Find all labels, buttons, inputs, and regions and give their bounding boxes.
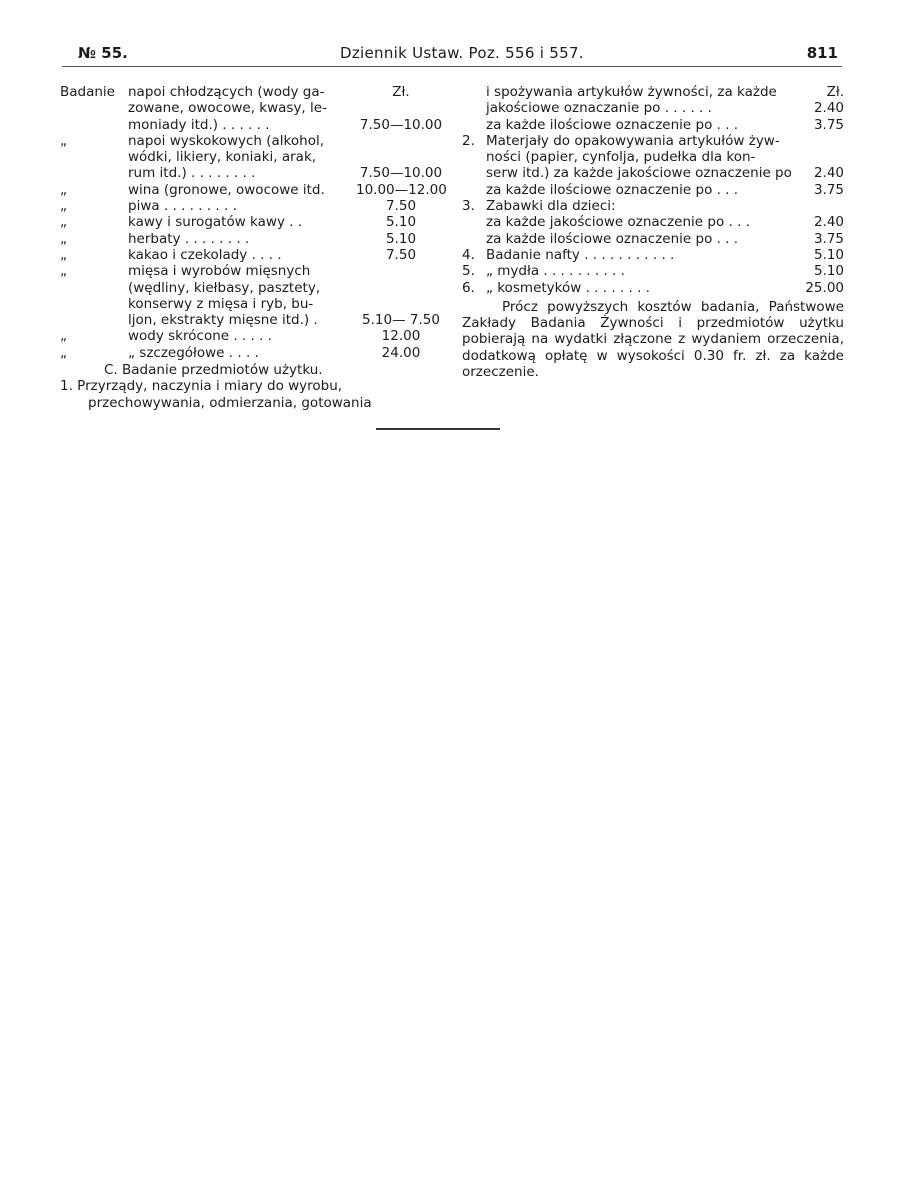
- fee-value: 5.10: [813, 263, 844, 280]
- fee-row: „ napoi wyskokowych (alkohol,: [60, 132, 325, 149]
- fee-row: 4. Badanie nafty . . . . . . . . . . . 5.10: [462, 246, 844, 263]
- item-number: 5.: [462, 263, 475, 280]
- fee-value: 2.40: [813, 214, 844, 231]
- fee-row: 3. Zabawki dla dzieci:: [462, 198, 616, 215]
- fee-value: 3.75: [813, 181, 844, 198]
- fee-row: (wędliny, kiełbasy, pasztety,: [128, 279, 321, 296]
- header-rule: [62, 66, 842, 67]
- left-column: [60, 84, 446, 411]
- fee-row: „ herbaty . . . . . . . . 5.10: [60, 231, 446, 247]
- ditto-mark: „: [60, 181, 67, 198]
- fee-row: za każde ilościowe oznaczenie po . . . 3.75: [486, 116, 844, 133]
- ditto-mark: „: [60, 214, 67, 231]
- fee-value: 5.10: [813, 246, 844, 263]
- fee-row: serw itd.) za każde jakościowe oznaczenie po 2.40: [486, 165, 844, 182]
- fee-value: 2.40: [813, 100, 844, 117]
- item-number: 6.: [462, 279, 475, 296]
- fee-row: konserwy z mięsa i ryb, bu-: [128, 295, 314, 312]
- fee-row: zowane, owocowe, kwasy, le-: [128, 100, 327, 117]
- page-number: 811: [806, 44, 838, 62]
- item-1-line: 1. Przyrządy, naczynia i miary do wyrobu,: [60, 378, 343, 395]
- fee-value: 7.50: [385, 246, 417, 263]
- fee-row: 6. „ kosmetyków . . . . . . . . 25.00: [462, 279, 844, 296]
- page-header: [62, 44, 838, 64]
- fee-value: 5.10— 7.50: [362, 312, 440, 329]
- ditto-mark: „: [60, 328, 67, 345]
- fee-row: rum itd.) . . . . . . . . 7.50—10.00: [60, 165, 446, 181]
- ditto-mark: „: [60, 230, 67, 247]
- fee-row: „ wina (gronowe, owocowe itd. 10.00—12.00: [60, 181, 447, 198]
- fee-value: 3.75: [813, 230, 844, 247]
- fee-value: 12.00: [381, 328, 421, 345]
- fee-value: 7.50—10.00: [359, 165, 443, 182]
- end-rule: [376, 428, 500, 430]
- fee-value: 24.00: [381, 344, 421, 361]
- fee-value: 10.00—12.00: [356, 181, 447, 198]
- ditto-mark: „: [60, 132, 67, 149]
- currency-label: Zł.: [826, 84, 844, 100]
- fee-row: 2. Materjały do opakowywania artykułów żyw-: [462, 132, 780, 149]
- fee-row: za każde ilościowe oznaczenie po . . . 3.75: [486, 230, 844, 247]
- fee-row: moniady itd.) . . . . . . 7.50—10.00: [60, 117, 446, 133]
- fee-value: 5.10: [385, 214, 417, 231]
- fee-value: 2.40: [813, 165, 844, 182]
- fee-row: ljon, ekstrakty mięsne itd.) . 5.10— 7.50: [60, 312, 446, 328]
- journal-title: Dziennik Ustaw. Poz. 556 i 557.: [340, 44, 584, 62]
- fee-row: za każde ilościowe oznaczenie po . . . 3.75: [486, 181, 844, 198]
- item-number: 3.: [462, 198, 475, 215]
- fee-row: wódki, likiery, koniaki, arak,: [128, 149, 317, 166]
- fee-row: „ mięsa i wyrobów mięsnych: [60, 263, 311, 280]
- fee-row: i spożywania artykułów żywności, za każde Zł.: [486, 84, 844, 100]
- fee-row: „ kawy i surogatów kawy . . 5.10: [60, 214, 446, 230]
- currency-label: Zł.: [392, 84, 410, 100]
- item-1-line: przechowywania, odmierzania, gotowania: [88, 394, 372, 411]
- ditto-mark: „: [60, 263, 67, 280]
- fee-value: 7.50—10.00: [359, 116, 443, 133]
- issue-number: № 55.: [78, 44, 128, 62]
- fee-value: 25.00: [805, 279, 844, 296]
- fee-row: „ „ szczegółowe . . . . 24.00: [60, 345, 446, 361]
- fee-row: „ kakao i czekolady . . . . 7.50: [60, 247, 446, 263]
- fee-row: jakościowe oznaczanie po . . . . . . 2.40: [486, 100, 844, 117]
- fee-row: „ wody skrócone . . . . . 12.00: [60, 328, 446, 344]
- section-c-heading: C. Badanie przedmiotów użytku.: [104, 362, 323, 379]
- fee-row: za każde jakościowe oznaczenie po . . . 2.40: [486, 214, 844, 231]
- fee-row: „ piwa . . . . . . . . . 7.50: [60, 198, 446, 214]
- closing-paragraph: Prócz powyższych kosztów badania, Państwowe Zakłady Badania Żywności i przedmiotów użytku pobierają na wydatki złączone z wydaniem orzeczenia, dodatkową opłatę w wysokości 0.30 fr. zł. za każde orzeczenie.: [462, 298, 844, 381]
- fee-value: 5.10: [385, 230, 417, 247]
- right-column: [462, 84, 844, 380]
- item-number: 4.: [462, 246, 475, 263]
- item-number: 2.: [462, 132, 475, 149]
- ditto-mark: „: [60, 344, 67, 361]
- ditto-mark: „: [60, 246, 67, 263]
- badanie-label: Badanie: [60, 84, 115, 100]
- fee-row: ności (papier, cynfolja, pudełka dla kon-: [486, 149, 756, 166]
- fee-row: 5. „ mydła . . . . . . . . . . 5.10: [462, 263, 844, 280]
- fee-row: Badanie napoi chłodzących (wody ga- Zł.: [60, 84, 446, 100]
- fee-value: 7.50: [385, 198, 417, 215]
- fee-value: 3.75: [813, 116, 844, 133]
- ditto-mark: „: [60, 198, 67, 215]
